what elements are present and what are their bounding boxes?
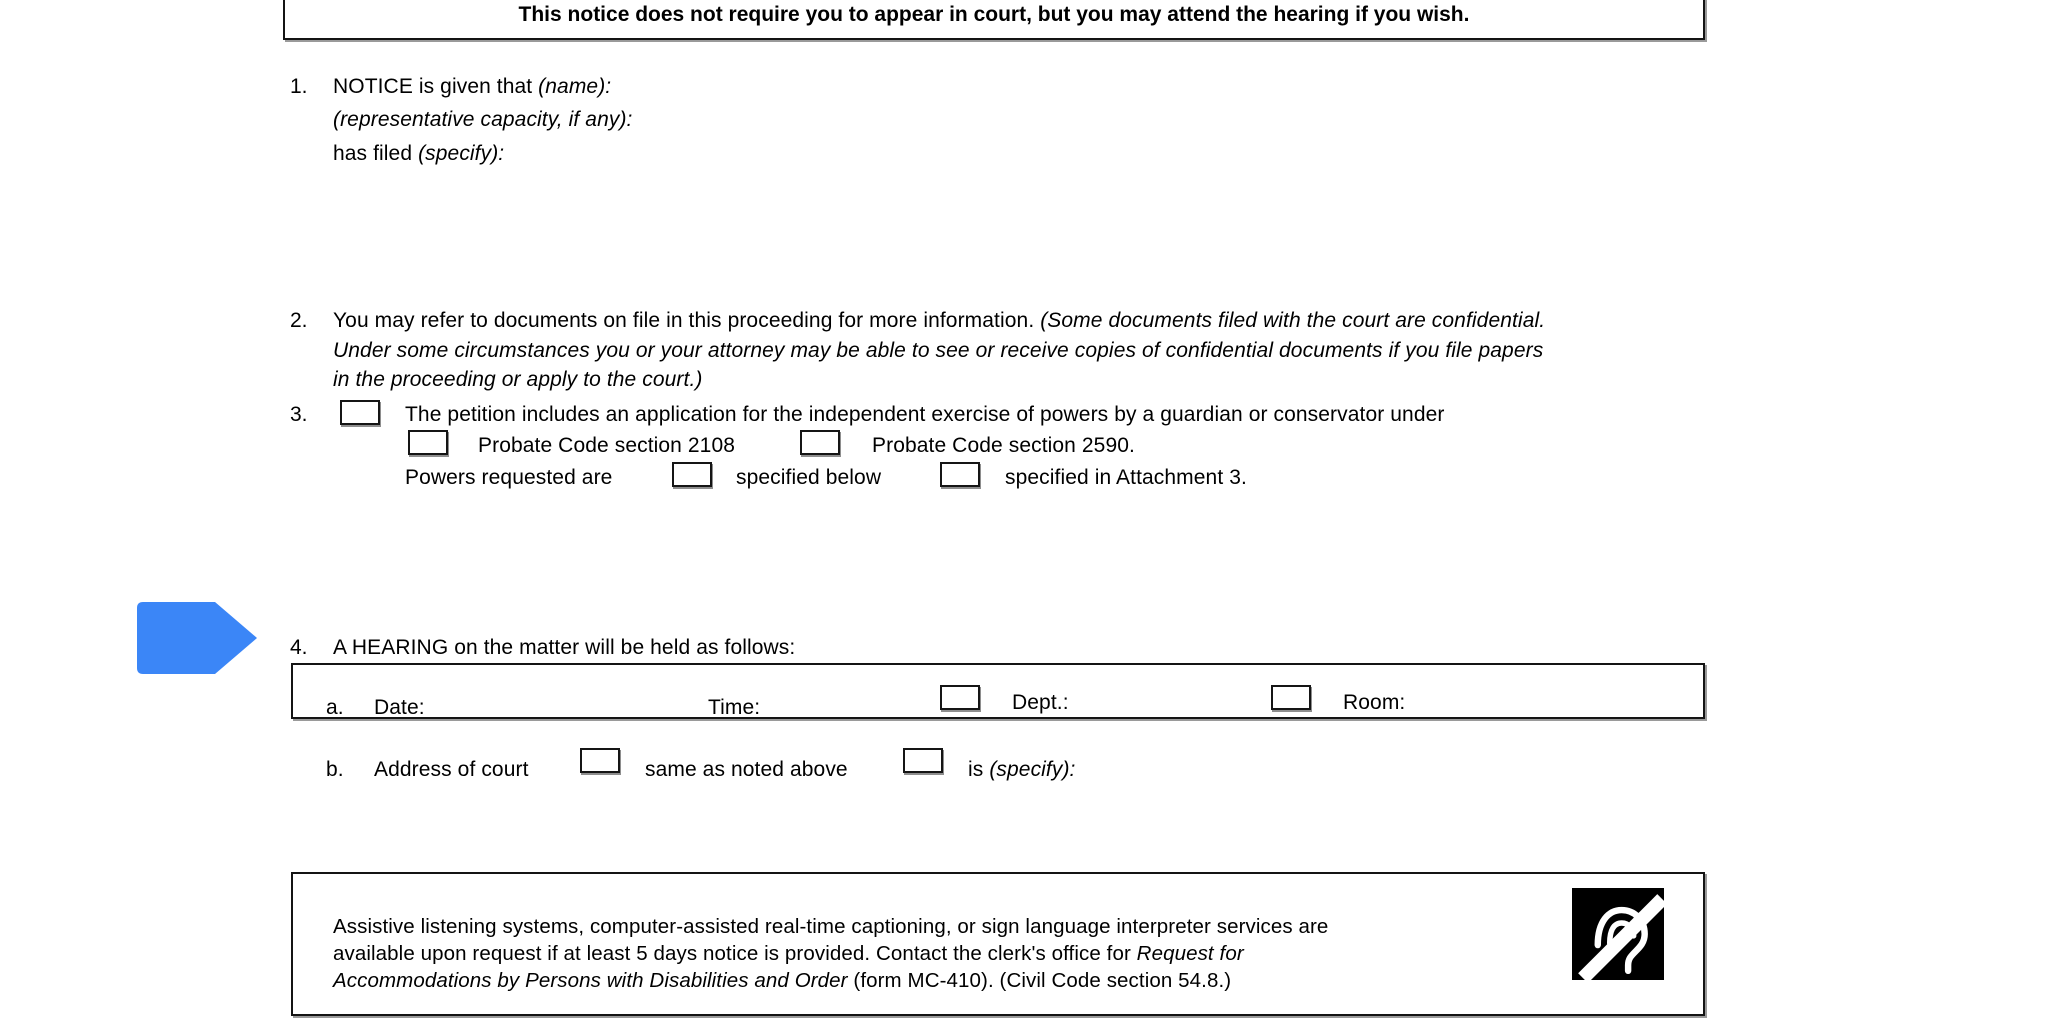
label-hearing-time: Time: bbox=[708, 696, 761, 719]
item-2-number: 2. bbox=[290, 309, 308, 332]
hearing-details-box bbox=[291, 663, 1705, 719]
checkbox-powers-specified-below[interactable] bbox=[672, 464, 712, 489]
item-2-line-2: Under some circumstances you or your attorney may be able to see or receive copies of confidential documents if you file papers bbox=[333, 339, 1544, 362]
assistive-line-3 bbox=[333, 967, 1231, 994]
item-4a-letter: a. bbox=[326, 696, 344, 719]
label-address-is-plain: is bbox=[968, 758, 990, 781]
item-2-line-1-italic: (Some documents filed with the court are confidential. bbox=[1040, 309, 1546, 332]
item-1-number: 1. bbox=[290, 75, 308, 98]
assistive-line-3-italic: Accommodations by Persons with Disabilities and Order bbox=[333, 969, 848, 992]
label-powers-specified-below: specified below bbox=[736, 466, 882, 489]
item-2-line-1 bbox=[333, 306, 1545, 336]
assistive-line-2 bbox=[333, 940, 1244, 967]
item-1-line-1-italic: (name): bbox=[538, 75, 612, 98]
item-1-line-1 bbox=[333, 72, 611, 102]
assistive-listening-box bbox=[291, 872, 1705, 1016]
item-4-text: A HEARING on the matter will be held as follows: bbox=[333, 636, 796, 659]
label-probate-2108: Probate Code section 2108 bbox=[478, 434, 736, 457]
item-1-line-2: (representative capacity, if any): bbox=[333, 108, 633, 131]
item-2-line-1-plain: You may refer to documents on file in this proceeding for more information. bbox=[333, 309, 1041, 332]
deaf-access-icon bbox=[1572, 888, 1664, 980]
checkbox-hearing-dept[interactable] bbox=[940, 687, 980, 712]
label-hearing-dept: Dept.: bbox=[1012, 691, 1069, 714]
label-address-same-as-above: same as noted above bbox=[645, 758, 848, 781]
label-address-of-court: Address of court bbox=[374, 758, 529, 781]
assistive-line-2-italic: Request for bbox=[1136, 942, 1244, 965]
assistive-line-1: Assistive listening systems, computer-assisted real-time captioning, or sign language interpreter services are bbox=[333, 915, 1329, 938]
checkbox-probate-2108[interactable] bbox=[408, 432, 448, 457]
checkbox-probate-2590[interactable] bbox=[800, 432, 840, 457]
label-probate-2590: Probate Code section 2590. bbox=[872, 434, 1135, 457]
assistive-line-3-plain: (form MC-410). (Civil Code section 54.8.) bbox=[847, 969, 1232, 992]
item-1-line-1-plain: NOTICE is given that bbox=[333, 75, 539, 98]
item-3-text: The petition includes an application for the independent exercise of powers by a guardian or conservator under bbox=[405, 403, 1445, 426]
checkbox-address-is-specify[interactable] bbox=[903, 750, 943, 775]
label-hearing-room: Room: bbox=[1343, 691, 1406, 714]
label-address-is-italic: (specify): bbox=[989, 758, 1076, 781]
item-2-line-3: in the proceeding or apply to the court.) bbox=[333, 368, 703, 391]
notice-required-box bbox=[283, 0, 1705, 40]
checkbox-item-3[interactable] bbox=[340, 402, 380, 427]
assistive-line-2-plain: available upon request if at least 5 days notice is provided. Contact the clerk's office for bbox=[333, 942, 1137, 965]
item-4b-letter: b. bbox=[326, 758, 344, 781]
item-1-line-3 bbox=[333, 139, 504, 169]
item-4-number: 4. bbox=[290, 636, 308, 659]
item-3-number: 3. bbox=[290, 403, 308, 426]
notice-line-2: This notice does not require you to appear in court, but you may attend the hearing if you wish. bbox=[518, 3, 1470, 26]
checkbox-hearing-room[interactable] bbox=[1271, 687, 1311, 712]
item-1-line-3-italic: (specify): bbox=[418, 142, 505, 165]
label-powers-requested: Powers requested are bbox=[405, 466, 613, 489]
checkbox-address-same-as-above[interactable] bbox=[580, 750, 620, 775]
label-powers-attachment-3: specified in Attachment 3. bbox=[1005, 466, 1247, 489]
item-1-line-3-plain: has filed bbox=[333, 142, 419, 165]
arrow-marker-icon bbox=[137, 602, 257, 674]
label-address-is-specify bbox=[968, 755, 1076, 785]
checkbox-powers-attachment-3[interactable] bbox=[940, 464, 980, 489]
label-hearing-date: Date: bbox=[374, 696, 425, 719]
